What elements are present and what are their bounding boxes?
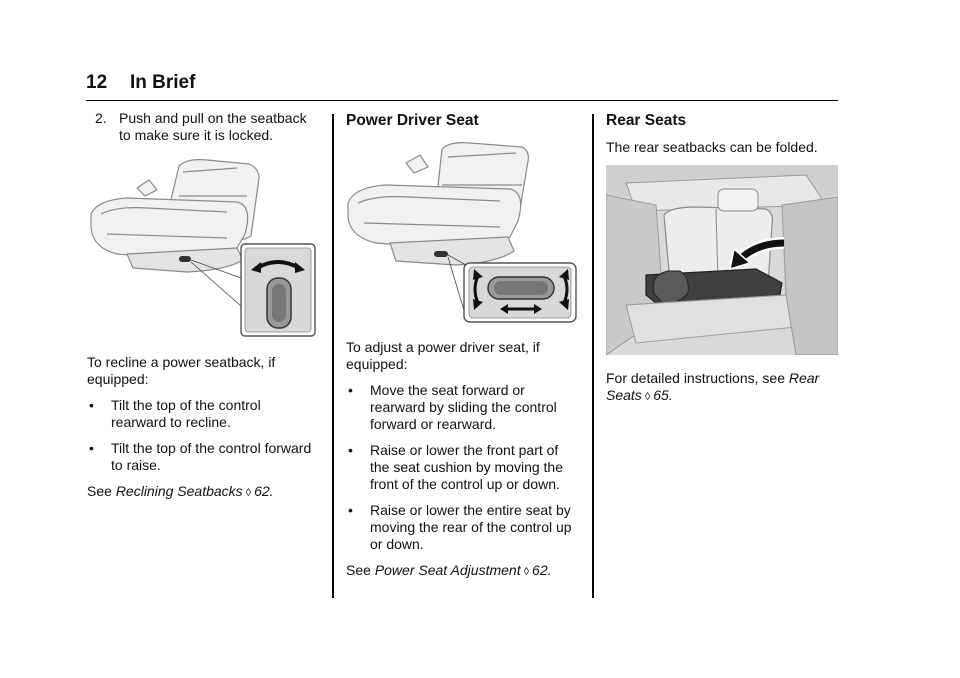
power-seat-intro: To adjust a power driver seat, if equipped: bbox=[346, 339, 540, 372]
see-reference: See Power Seat Adjustment ◊ 62. bbox=[346, 562, 552, 578]
column-power-driver-seat bbox=[346, 110, 580, 590]
bullet-text: Move the seat forward or rearward by sliding the control forward or rearward. bbox=[370, 382, 557, 432]
reference-link[interactable]: Reclining Seatbacks bbox=[115, 483, 243, 499]
bullet-text: Raise or lower the entire seat by moving the rear of the control up or down. bbox=[370, 502, 572, 552]
step-number: 2. bbox=[95, 110, 107, 126]
heading-power-driver-seat: Power Driver Seat bbox=[346, 112, 479, 129]
column-divider bbox=[332, 114, 334, 598]
heading-rear-seats: Rear Seats bbox=[606, 112, 687, 129]
rear-seats-folding-illustration bbox=[606, 165, 838, 355]
page-ref-icon: ◊ bbox=[644, 391, 651, 403]
list-item bbox=[346, 442, 580, 493]
reference-page[interactable]: 65. bbox=[653, 387, 673, 403]
reference-page[interactable]: 62. bbox=[254, 483, 274, 499]
bullet-mark: • bbox=[89, 440, 94, 456]
power-seat-control-illustration bbox=[346, 141, 578, 324]
reference-link[interactable]: Power Seat Adjustment bbox=[374, 562, 521, 578]
reference-page[interactable]: 62. bbox=[532, 562, 552, 578]
column-recline bbox=[87, 110, 319, 511]
numbered-step bbox=[87, 110, 319, 144]
list-item bbox=[87, 397, 319, 431]
page-ref-icon: ◊ bbox=[245, 487, 252, 499]
rear-seats-body: The rear seatbacks can be folded. bbox=[606, 139, 818, 155]
see-reference: See Reclining Seatbacks ◊ 62. bbox=[87, 483, 274, 499]
reference-link[interactable]: Rear Seats bbox=[606, 370, 820, 403]
bullet-text: Tilt the top of the control forward to raise. bbox=[111, 440, 312, 473]
page-ref-icon: ◊ bbox=[523, 566, 530, 578]
column-rear-seats bbox=[606, 110, 838, 415]
bullet-text: Raise or lower the front part of the seat cushion by moving the front of the control up or down. bbox=[370, 442, 564, 492]
list-item bbox=[346, 382, 580, 433]
section-title: In Brief bbox=[130, 72, 196, 93]
list-item bbox=[346, 502, 580, 553]
bullet-text: Tilt the top of the control rearward to recline. bbox=[111, 397, 261, 430]
detail-reference: For detailed instructions, see Rear Seats ◊ 65. bbox=[606, 370, 820, 403]
bullet-mark: • bbox=[348, 382, 353, 398]
page-header bbox=[86, 70, 838, 101]
step-text: Push and pull on the seatback to make sure it is locked. bbox=[119, 110, 307, 143]
list-item bbox=[87, 440, 319, 474]
bullet-mark: • bbox=[348, 442, 353, 458]
bullet-mark: • bbox=[348, 502, 353, 518]
bullet-mark: • bbox=[89, 397, 94, 413]
recline-intro: To recline a power seatback, if equipped: bbox=[87, 354, 276, 387]
column-divider bbox=[592, 114, 594, 598]
page-number: 12 bbox=[86, 72, 108, 93]
recline-control-illustration bbox=[87, 156, 317, 339]
